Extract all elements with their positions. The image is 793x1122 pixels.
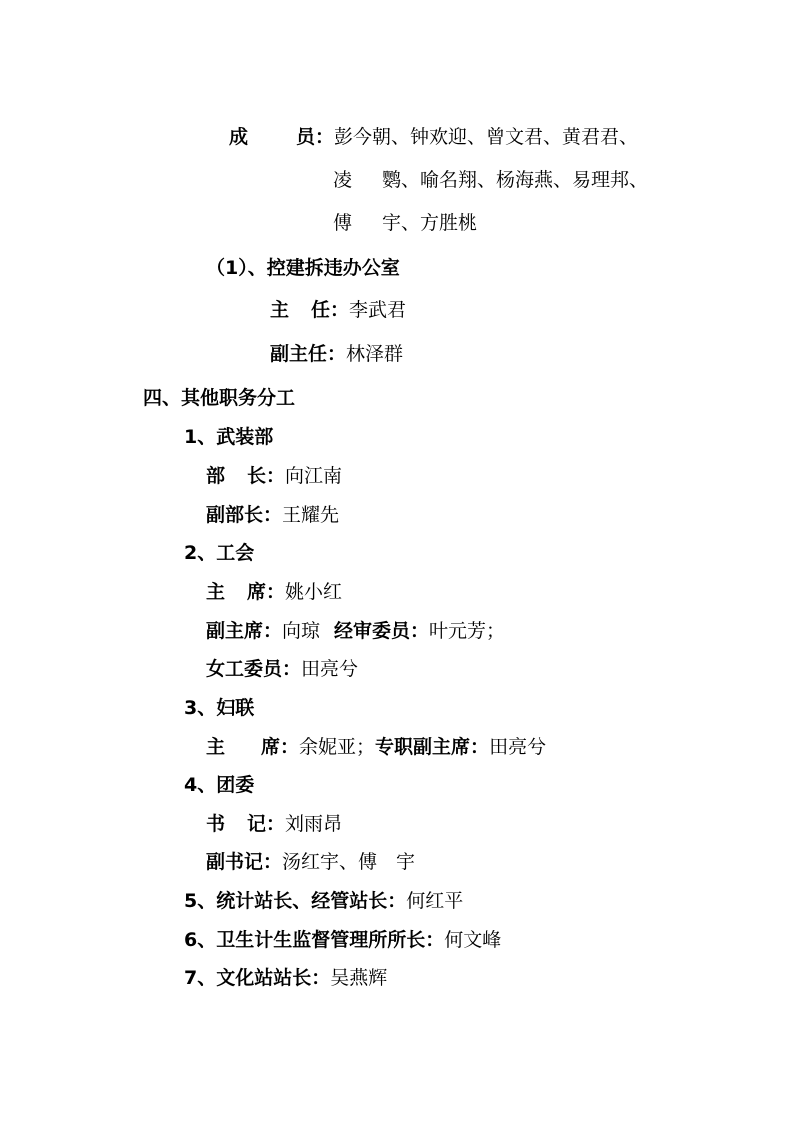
- armed-deputy-label: 副部长：: [206, 504, 283, 526]
- womenfed-chair-value: 余妮亚；: [299, 736, 376, 758]
- deputy-value: 林泽群: [346, 343, 404, 365]
- office-director: [270, 298, 406, 322]
- director-value: 李武君: [349, 299, 407, 321]
- union-vice-value: 向琼: [282, 620, 321, 642]
- womenfed-chair-label-a: 主: [206, 736, 226, 758]
- union-heading: 2、工会: [184, 542, 255, 564]
- womenfed-chair: [206, 735, 546, 759]
- union-vice-and-audit: [206, 619, 505, 643]
- health-office: [184, 928, 501, 952]
- sub-office-heading: （1）、控建拆违办公室: [206, 257, 400, 279]
- union-vice-label: 副主席：: [206, 620, 283, 642]
- armed-deputy-value: 王耀先: [282, 504, 340, 526]
- members-names-2b: 鹦、喻名翔、杨海燕、易理邦、: [382, 169, 649, 191]
- stats-value: 何红平: [406, 890, 464, 912]
- director-label-b: 任：: [311, 299, 350, 321]
- youth-deputy: [206, 850, 415, 874]
- members-label-b: 员：: [296, 126, 335, 148]
- members-line-1: [229, 125, 638, 149]
- armed-head-label-a: 部: [206, 465, 226, 487]
- womenfed-chair-label-b: 席：: [261, 736, 300, 758]
- armed-head: [206, 464, 342, 488]
- youth-sec-value: 刘雨昂: [285, 813, 343, 835]
- youth-secretary: [206, 812, 342, 836]
- culture-station: [184, 966, 387, 990]
- office-deputy: [270, 342, 403, 366]
- members-names-3a: 傅: [333, 212, 353, 234]
- section-four-heading: 四、其他职务分工: [143, 387, 296, 409]
- union-chair: [206, 580, 342, 604]
- union-women-value: 田亮兮: [301, 658, 359, 680]
- union-women-label: 女工委员：: [206, 658, 302, 680]
- union-audit-label: 经审委员：: [334, 620, 430, 642]
- culture-value: 吴燕辉: [330, 967, 388, 989]
- members-line-2: [333, 168, 648, 192]
- members-line-3: [333, 211, 477, 235]
- armed-head-value: 向江南: [285, 465, 343, 487]
- youth-sec-label-b: 记：: [247, 813, 286, 835]
- deputy-label: 副主任：: [270, 343, 347, 365]
- stats-station: [184, 889, 463, 913]
- youth-sec-label-a: 书: [206, 813, 226, 835]
- union-audit-value: 叶元芳；: [429, 620, 506, 642]
- armed-head-label-b: 长：: [247, 465, 286, 487]
- members-label-a: 成: [229, 126, 249, 148]
- womenfed-heading: 3、妇联: [184, 697, 255, 719]
- members-names-3b: 宇、方胜桃: [382, 212, 478, 234]
- members-names-2a: 凌: [333, 169, 353, 191]
- youth-deputy-value: 汤红宇、傅 宇: [282, 851, 416, 873]
- womenfed-vice-label: 专职副主席：: [375, 736, 490, 758]
- womenfed-vice-value: 田亮兮: [489, 736, 547, 758]
- culture-label: 7、文化站站长：: [184, 967, 331, 989]
- director-label-a: 主: [270, 299, 290, 321]
- armed-deputy: [206, 503, 339, 527]
- youth-deputy-label: 副书记：: [206, 851, 283, 873]
- union-chair-label-a: 主: [206, 581, 226, 603]
- health-label: 6、卫生计生监督管理所所长：: [184, 929, 445, 951]
- union-women: [206, 657, 358, 681]
- union-chair-value: 姚小红: [285, 581, 343, 603]
- members-names-1: 彭今朝、钟欢迎、曾文君、黄君君、: [334, 126, 639, 148]
- health-value: 何文峰: [444, 929, 502, 951]
- union-chair-label-b: 席：: [247, 581, 286, 603]
- armed-heading: 1、武装部: [184, 426, 274, 448]
- stats-label: 5、统计站长、经管站长：: [184, 890, 407, 912]
- youth-heading: 4、团委: [184, 774, 255, 796]
